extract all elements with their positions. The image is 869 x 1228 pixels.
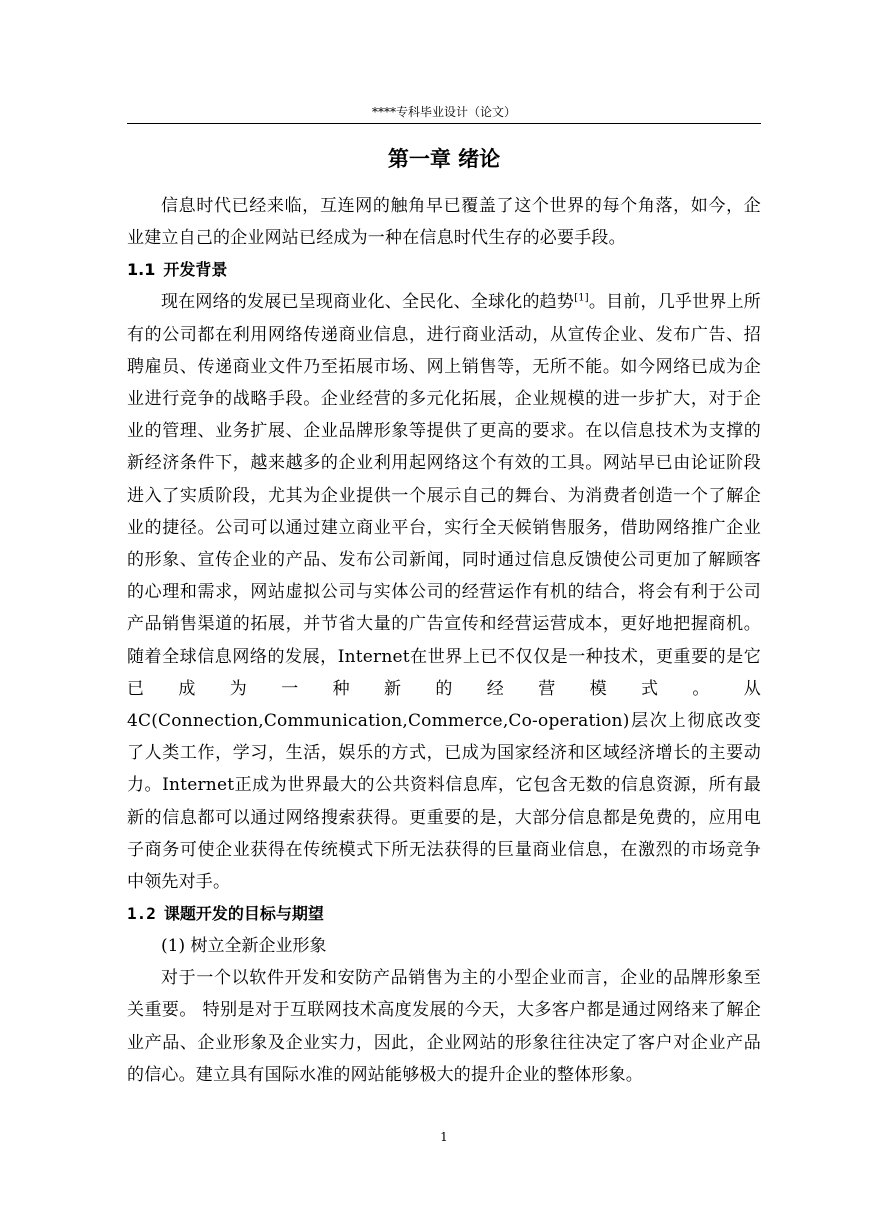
section-heading-1-1	[127, 254, 761, 286]
background-text-part1: 现在网络的发展已呈现商业化、全民化、全球化的趋势	[161, 292, 575, 313]
goal-paragraph: 对于一个以软件开发和安防产品销售为主的小型企业而言，企业的品牌形象至关重要。 特别是对于互联网技术高度发展的今天，大多客户都是通过网络来了解企业产品、企业形象及企业实力，因此，企业网站的形象往往决定了客户对企业产品的信心。建立具有国际水准的网站能够极大的提升企业的整体形象。	[127, 968, 761, 1085]
section-number: 1.2	[127, 904, 156, 924]
section-number: 1.1	[127, 260, 156, 280]
citation-marker: [1]	[574, 292, 589, 304]
header-rule	[127, 123, 761, 124]
body-text	[127, 190, 761, 1091]
section-title: 课题开发的目标与期望	[163, 904, 324, 924]
background-paragraph	[127, 286, 761, 898]
page-number: 1	[440, 1130, 448, 1144]
intro-paragraph: 信息时代已经来临，互连网的触角早已覆盖了这个世界的每个角落，如今，企业建立自己的企业网站已经成为一种在信息时代生存的必要手段。	[127, 196, 761, 249]
section-title: 开发背景	[163, 260, 228, 280]
background-text-part2: 。目前，几乎世界上所有的公司都在利用网络传递商业信息，进行商业活动，从宣传企业、发布广告、招聘雇员、传递商业文件乃至拓展市场、网上销售等，无所不能。如今网络已成为企业进行竞争的战略手段。企业经营的多元化拓展，企业规模的进一步扩大，对于企业的管理、业务扩展、企业品牌形象等提供了更高的要求。在以信息技术为支撑的新经济条件下，越来越多的企业利用起网络这个有效的工具。网站早已由论证阶段进入了实质阶段，尤其为企业提供一个展示自己的舞台、为消费者创造一个了解企业的捷径。公司可以通过建立商业平台，实行全天候销售服务，借助网络推广企业的形象、宣传企业的产品、发布公司新闻，同时通过信息反馈使公司更加了解顾客的心理和需求，网站虚拟公司与实体公司的经营运作有机的结合，将会有利于公司产品销售渠道的拓展，并节省大量的广告宣传和经营运营成本，更好地把握商机。随着全球信息网络的发展，Internet在世界上已不仅仅是一种技术，更重要的是它已成为一种新的经营模式。从4C(Connection,Communication,Commerce,Co-operation)层次上彻底改变了人类工作，学习，生活，娱乐的方式，已成为国家经济和区域经济增长的主要动力。Internet正成为世界最大的公共资料信息库，它包含无数的信息资源，所有最新的信息都可以通过网络搜索获得。更重要的是，大部分信息都是免费的，应用电子商务可使企业获得在传统模式下所无法获得的巨量商业信息，在激烈的市场竞争中领先对手。	[127, 292, 761, 893]
section-heading-1-2	[127, 898, 761, 930]
running-header: ****专科毕业设计（论文）	[371, 105, 516, 119]
list-item-1: (1) 树立全新企业形象	[161, 936, 327, 957]
chapter-title: 第一章 绪论	[387, 147, 501, 171]
